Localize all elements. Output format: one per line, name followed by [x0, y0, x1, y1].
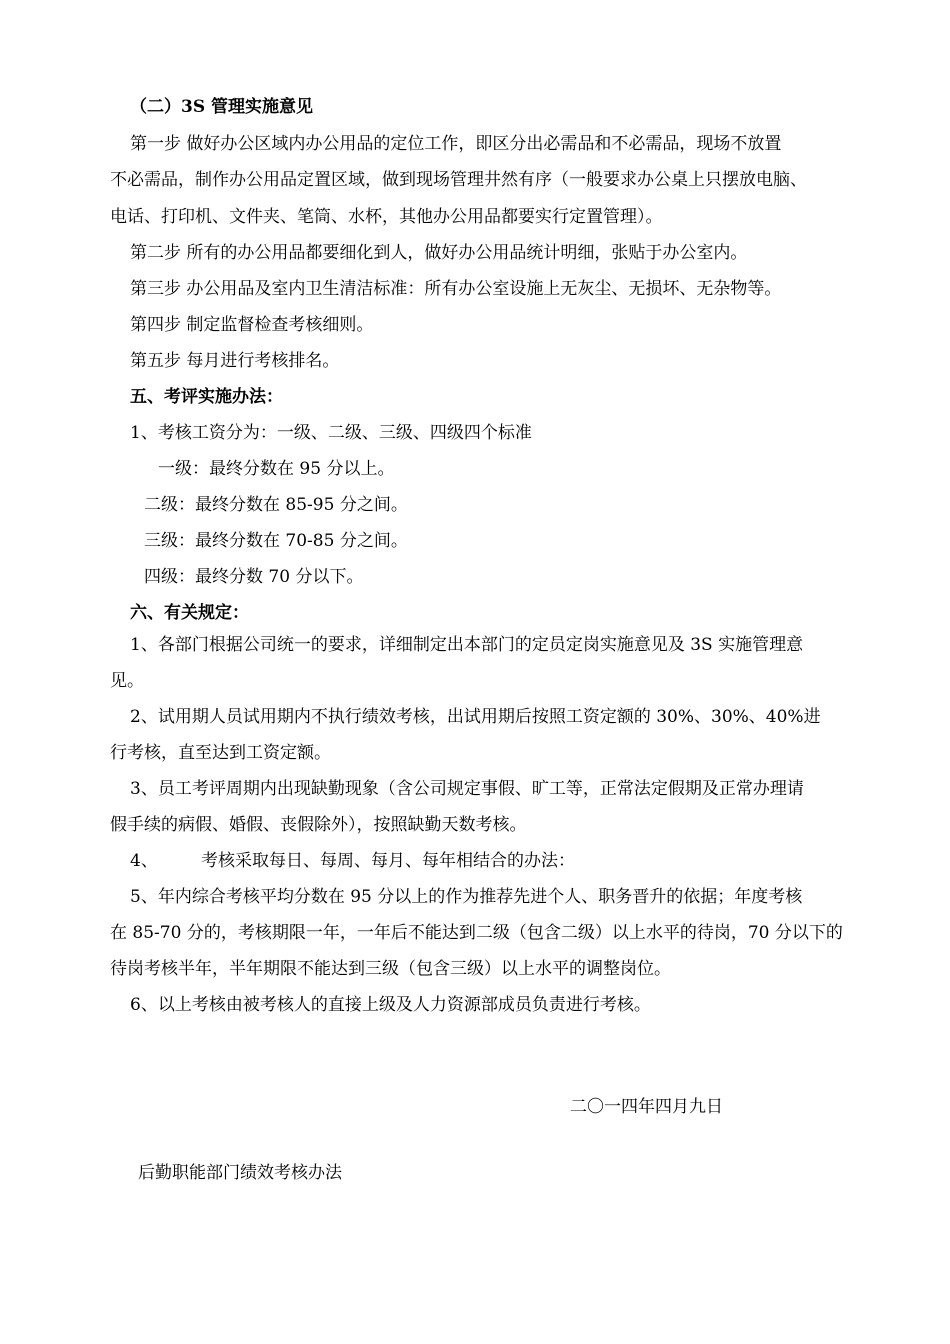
rule-4: 4、 考核采取每日、每周、每月、每年相结合的办法：	[130, 851, 576, 871]
rule-6: 6、以上考核由被考核人的直接上级及人力资源部成员负责进行考核。	[130, 995, 651, 1015]
rule-1-line-2: 见。	[110, 671, 144, 691]
step-5: 第五步 每月进行考核排名。	[130, 351, 340, 371]
grade-1: 一级：最终分数在 95 分以上。	[158, 459, 395, 479]
rule-2-line-2: 行考核，直至达到工资定额。	[110, 743, 331, 763]
rule-5-line-2: 在 85-70 分的，考核期限一年，一年后不能达到二级（包含二级）以上水平的待岗，70 分以下的	[110, 923, 843, 943]
section-6-heading: 六、有关规定：	[130, 603, 249, 623]
next-document-title: 后勤职能部门绩效考核办法	[138, 1163, 342, 1183]
document-date: 二〇一四年四月九日	[570, 1097, 723, 1117]
grade-3: 三级：最终分数在 70-85 分之间。	[144, 531, 408, 551]
grading-intro: 1、考核工资分为：一级、二级、三级、四级四个标准	[130, 423, 532, 443]
section-5-heading: 五、考评实施办法：	[130, 387, 283, 407]
rule-3-line-2: 假手续的病假、婚假、丧假除外），按照缺勤天数考核。	[110, 815, 527, 835]
rule-3-line-1: 3、员工考评周期内出现缺勤现象（含公司规定事假、旷工等，正常法定假期及正常办理请	[130, 779, 804, 799]
grade-2: 二级：最终分数在 85-95 分之间。	[144, 495, 408, 515]
rule-5-line-1: 5、年内综合考核平均分数在 95 分以上的作为推荐先进个人、职务晋升的依据；年度考核	[130, 887, 803, 907]
rule-2-line-1: 2、试用期人员试用期内不执行绩效考核，出试用期后按照工资定额的 30%、30%、40%进	[130, 707, 821, 727]
rule-1-line-1: 1、各部门根据公司统一的要求，详细制定出本部门的定员定岗实施意见及 3S 实施管理意	[130, 635, 804, 655]
grade-4: 四级：最终分数 70 分以下。	[144, 567, 364, 587]
step-2: 第二步 所有的办公用品都要细化到人，做好办公用品统计明细，张贴于办公室内。	[130, 243, 748, 263]
step-1-line-1: 第一步 做好办公区域内办公用品的定位工作，即区分出必需品和不必需品，现场不放置	[130, 134, 782, 154]
rule-5-line-3: 待岗考核半年，半年期限不能达到三级（包含三级）以上水平的调整岗位。	[110, 959, 671, 979]
section-3s-heading: （二）3S 管理实施意见	[130, 97, 314, 117]
step-1-line-2: 不必需品，制作办公用品定置区域，做到现场管理井然有序（一般要求办公桌上只摆放电脑、	[110, 170, 807, 190]
step-3: 第三步 办公用品及室内卫生清洁标准：所有办公室设施上无灰尘、无损坏、无杂物等。	[130, 279, 782, 299]
step-1-line-3: 电话、打印机、文件夹、笔筒、水杯，其他办公用品都要实行定置管理）。	[110, 207, 663, 227]
step-4: 第四步 制定监督检查考核细则。	[130, 315, 374, 335]
